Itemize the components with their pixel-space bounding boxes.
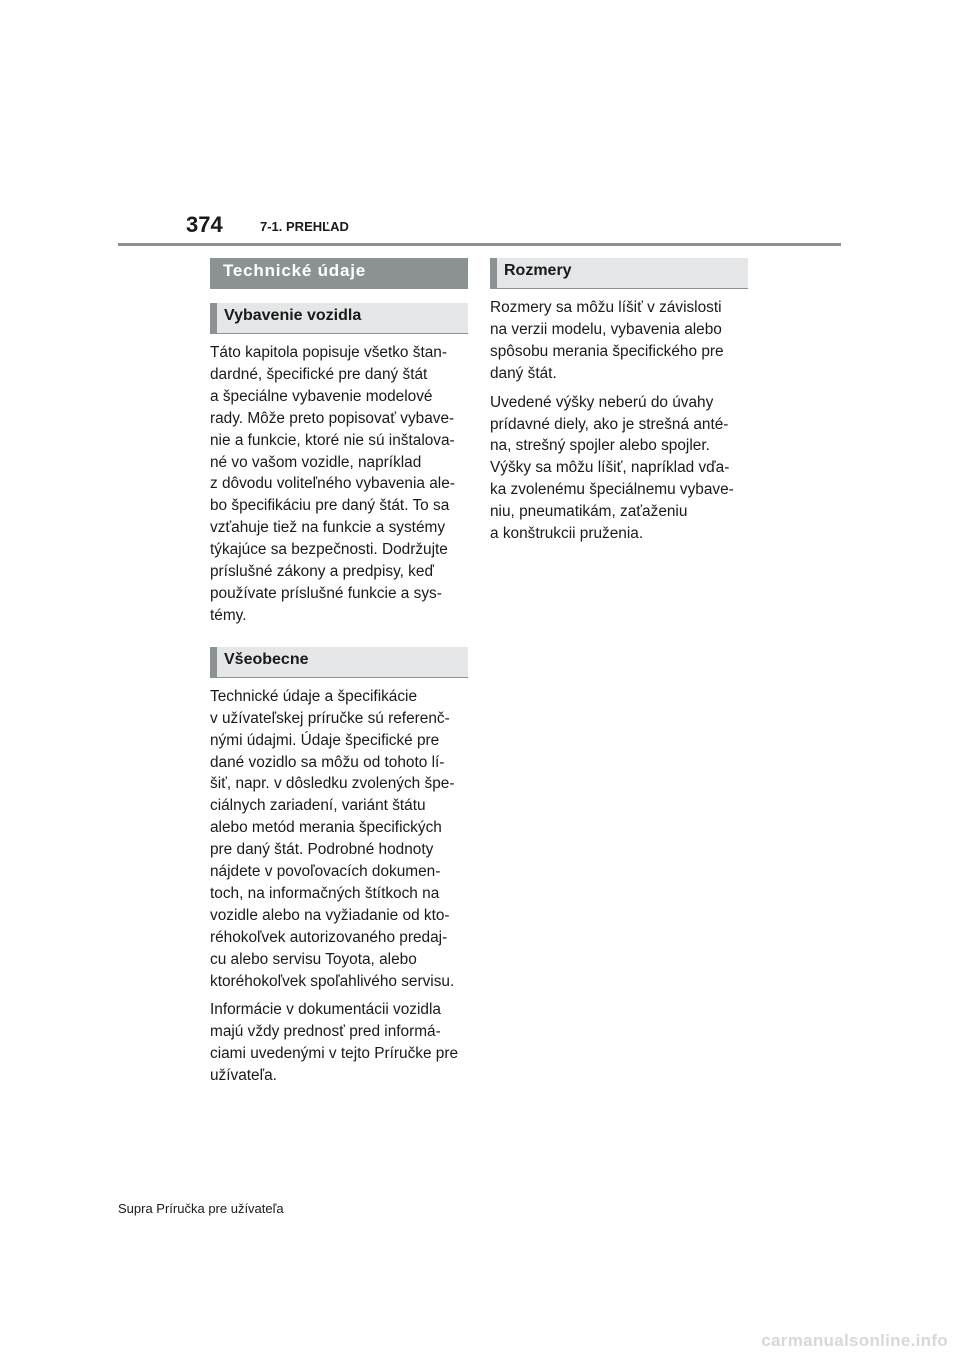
watermark: carmanualsonline.info [761,1331,948,1350]
paragraph-rozmery-2: Uvedené výšky neberú do úvahy prídavné diely, ako je strešná anté- na, strešný spojler alebo spojler. Výšky sa môžu líšiť, napríklad vďa- ka zvolenému špeciálnemu vybave- niu, pneumatikám, zaťaženiu a konštrukcii pruženia. [490,393,734,543]
section-label: 7-1. PREHĽAD [260,219,349,234]
right-column [490,258,748,545]
page-number: 374 [186,212,223,237]
header-rule [118,243,841,246]
subheading-vseobecne: Všeobecne [210,647,468,678]
subheading-rozmery: Rozmery [490,258,748,289]
left-column [210,258,468,1087]
subheading-vybavenie-vozidla: Vybavenie vozidla [210,303,468,334]
paragraph-rozmery-1: Rozmery sa môžu líšiť v závislosti na verzii modelu, vybavenia alebo spôsobu merania špecifického pre daný štát. [490,299,724,382]
footer-text: Supra Príručka pre užívateľa [118,1201,284,1216]
paragraph-vseobecne-1: Technické údaje a špecifikácie v užívateľskej príručke sú referenč- nými údajmi. Údaje špecifické pre dané vozidlo sa môžu od tohoto lí- šiť, napr. v dôsledku zvolených špe- ciálnych zariadení, variánt štátu alebo metód merania špecifických pre daný štát. Podrobné hodnoty nájdete v povoľovacích dokumen- toch, na informačných štítkoch na vozidle alebo na vyžiadanie od kto- réhokoľvek autorizovaného predaj- cu alebo servisu Toyota, alebo ktoréhokoľvek spoľahlivého servisu. [210,687,455,990]
paragraph-vseobecne-2: Informácie v dokumentácii vozidla majú vždy prednosť pred informá- ciami uvedenými v tejto Príručke pre užívateľa. [210,1001,459,1085]
paragraph-vybavenie: Táto kapitola popisuje všetko štan- dardné, špecifické pre daný štát a špeciálne vybavenie modelové rady. Môže preto popisovať vybave- nie a funkcie, ktoré nie sú inštalova- né vo vašom vozidle, napríklad z dôvodu voliteľného vybavenia ale- bo špecifikáciu pre daný štát. To sa vzťahuje tiež na funkcie a systémy týkajúce sa bezpečnosti. Dodržujte príslušné zákony a predpisy, keď používate príslušné funkcie a sys- témy. [210,344,455,624]
chapter-heading: Technické údaje [210,258,468,289]
